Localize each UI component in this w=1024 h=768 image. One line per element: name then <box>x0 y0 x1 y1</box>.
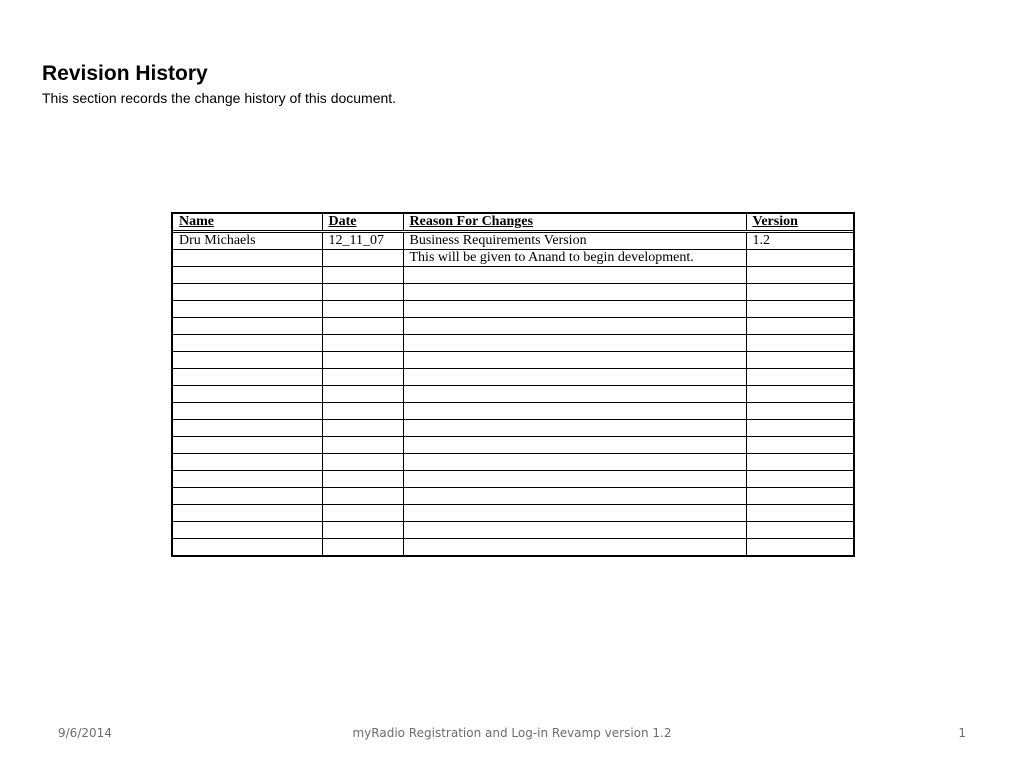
table-cell-reason <box>403 267 746 284</box>
table-cell-date <box>322 505 403 522</box>
column-header-name: Name <box>173 214 322 232</box>
table-cell-reason <box>403 539 746 556</box>
table-cell-reason: This will be given to Anand to begin development. <box>403 250 746 267</box>
table-cell-version <box>746 318 853 335</box>
table-cell-date <box>322 318 403 335</box>
table-cell-reason <box>403 471 746 488</box>
table-cell-date <box>322 301 403 318</box>
footer-date: 9/6/2014 <box>58 726 112 740</box>
table-cell-name <box>173 539 322 556</box>
table-header-row <box>173 214 853 232</box>
table-cell-name <box>173 267 322 284</box>
table-cell-date <box>322 386 403 403</box>
table-cell-version <box>746 471 853 488</box>
table-body <box>173 232 853 556</box>
table-row <box>173 352 853 369</box>
table-row <box>173 250 853 267</box>
table-row <box>173 488 853 505</box>
table-cell-date <box>322 335 403 352</box>
table-row <box>173 505 853 522</box>
table-cell-name <box>173 369 322 386</box>
table-cell-name: Dru Michaels <box>173 232 322 250</box>
table-cell-name <box>173 352 322 369</box>
table-cell-reason <box>403 505 746 522</box>
table-row <box>173 437 853 454</box>
revision-history-table-frame <box>171 212 855 557</box>
table-cell-date <box>322 454 403 471</box>
table-row <box>173 539 853 556</box>
table-cell-date <box>322 369 403 386</box>
table-cell-reason <box>403 369 746 386</box>
table-cell-date <box>322 488 403 505</box>
table-cell-version <box>746 403 853 420</box>
table-cell-name <box>173 505 322 522</box>
table-row <box>173 454 853 471</box>
table-cell-date <box>322 539 403 556</box>
table-cell-reason <box>403 454 746 471</box>
revision-history-table <box>173 214 853 555</box>
table-cell-version <box>746 454 853 471</box>
table-cell-date <box>322 437 403 454</box>
footer-document-title: myRadio Registration and Log-in Revamp version 1.2 <box>352 726 672 740</box>
table-cell-reason <box>403 403 746 420</box>
table-row <box>173 284 853 301</box>
table-cell-name <box>173 335 322 352</box>
table-cell-date <box>322 352 403 369</box>
table-cell-version <box>746 420 853 437</box>
table-cell-name <box>173 454 322 471</box>
footer-page-number: 1 <box>958 726 966 740</box>
table-cell-name <box>173 420 322 437</box>
table-cell-date <box>322 471 403 488</box>
table-cell-reason <box>403 437 746 454</box>
table-cell-version <box>746 267 853 284</box>
table-cell-version <box>746 488 853 505</box>
table-cell-version <box>746 369 853 386</box>
table-cell-date <box>322 284 403 301</box>
column-header-date: Date <box>322 214 403 232</box>
table-cell-date <box>322 522 403 539</box>
table-row <box>173 318 853 335</box>
table-cell-name <box>173 250 322 267</box>
table-row <box>173 267 853 284</box>
table-cell-reason <box>403 284 746 301</box>
section-title: Revision History <box>42 62 208 85</box>
table-cell-name <box>173 386 322 403</box>
table-cell-reason <box>403 318 746 335</box>
table-row <box>173 471 853 488</box>
table-cell-reason <box>403 488 746 505</box>
column-header-version: Version <box>746 214 853 232</box>
table-cell-version <box>746 250 853 267</box>
table-cell-name <box>173 488 322 505</box>
table-cell-reason <box>403 335 746 352</box>
table-cell-version <box>746 301 853 318</box>
table-cell-reason <box>403 522 746 539</box>
table-row <box>173 420 853 437</box>
table-cell-name <box>173 318 322 335</box>
table-row <box>173 301 853 318</box>
table-cell-version <box>746 539 853 556</box>
table-cell-name <box>173 284 322 301</box>
table-cell-name <box>173 522 322 539</box>
table-cell-name <box>173 403 322 420</box>
table-cell-date: 12_11_07 <box>322 232 403 250</box>
table-cell-name <box>173 301 322 318</box>
table-cell-date <box>322 250 403 267</box>
table-cell-name <box>173 437 322 454</box>
table-cell-reason <box>403 301 746 318</box>
table-cell-reason <box>403 386 746 403</box>
table-cell-version <box>746 335 853 352</box>
table-row <box>173 522 853 539</box>
table-cell-version <box>746 437 853 454</box>
table-row <box>173 369 853 386</box>
table-cell-reason <box>403 420 746 437</box>
table-row <box>173 232 853 250</box>
table-cell-reason <box>403 352 746 369</box>
section-description: This section records the change history of this document. <box>42 90 397 106</box>
table-cell-reason: Business Requirements Version <box>403 232 746 250</box>
table-cell-version <box>746 284 853 301</box>
table-cell-version <box>746 352 853 369</box>
table-cell-date <box>322 267 403 284</box>
table-cell-name <box>173 471 322 488</box>
table-cell-version: 1.2 <box>746 232 853 250</box>
table-row <box>173 403 853 420</box>
table-cell-date <box>322 420 403 437</box>
table-cell-date <box>322 403 403 420</box>
table-cell-version <box>746 505 853 522</box>
table-cell-version <box>746 522 853 539</box>
table-row <box>173 386 853 403</box>
table-cell-version <box>746 386 853 403</box>
column-header-reason: Reason For Changes <box>403 214 746 232</box>
table-row <box>173 335 853 352</box>
